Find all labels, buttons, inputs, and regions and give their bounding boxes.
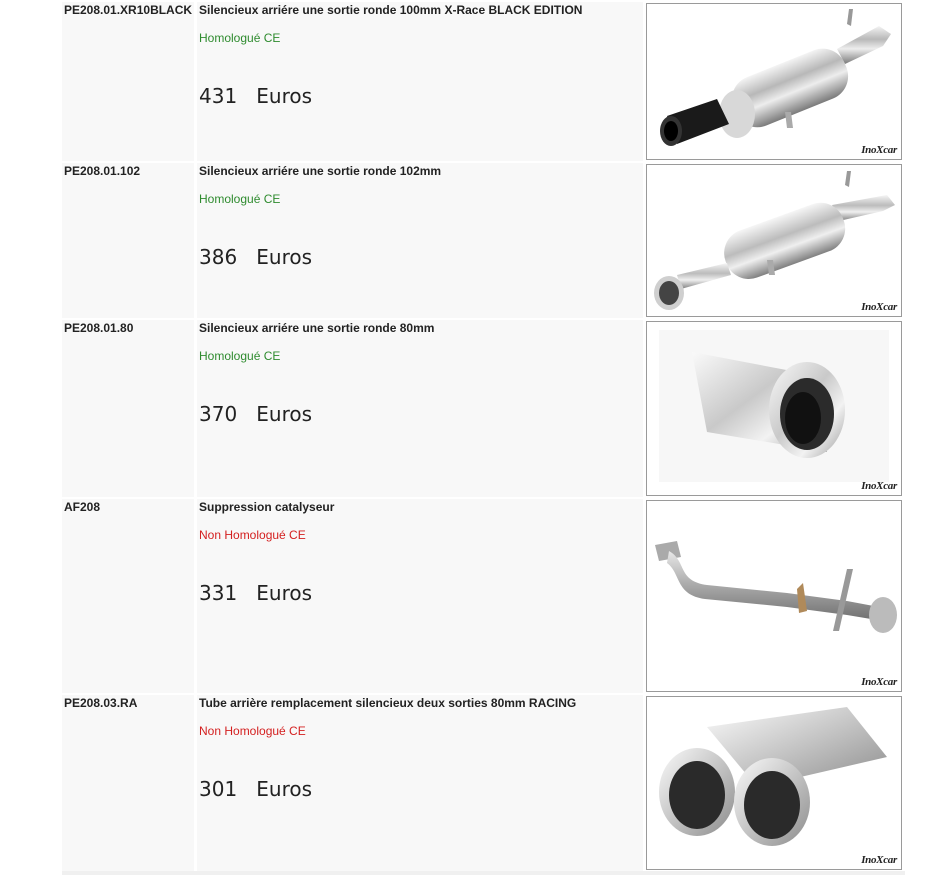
product-ref: PE208.01.102 [64, 164, 141, 178]
product-description: Silencieux arriére une sortie ronde 80mm [199, 321, 435, 335]
inoxcar-logo: InoXcar [861, 676, 897, 688]
table-bottom-border [62, 871, 905, 875]
dual-exhaust-tips-image [647, 697, 901, 869]
product-ref: PE208.01.XR10BLACK [64, 3, 193, 17]
image-cell [645, 695, 903, 871]
inoxcar-logo: InoXcar [861, 301, 897, 313]
product-image[interactable] [646, 3, 902, 160]
product-description: Tube arrière remplacement silencieux deux sorties 80mm RACING [199, 696, 577, 710]
image-cell [645, 499, 903, 693]
inoxcar-logo: InoXcar [861, 144, 897, 156]
homologation-status: Non Homologué CE [199, 528, 306, 542]
product-row [62, 695, 905, 871]
catalyst-delete-pipe-image [647, 501, 901, 691]
product-price: 370 Euros [199, 402, 313, 426]
homologation-status: Homologué CE [199, 192, 281, 206]
product-ref: PE208.01.80 [64, 321, 134, 335]
product-ref: AF208 [64, 500, 101, 514]
product-row [62, 499, 905, 693]
ref-cell [62, 163, 194, 318]
product-description: Silencieux arriére une sortie ronde 102mm [199, 164, 442, 178]
desc-cell [197, 499, 643, 693]
image-cell [645, 2, 903, 161]
product-image[interactable] [646, 696, 902, 870]
product-description: Silencieux arriére une sortie ronde 100mm X-Race BLACK EDITION [199, 3, 583, 17]
desc-cell [197, 695, 643, 871]
ref-cell [62, 499, 194, 693]
homologation-status: Non Homologué CE [199, 724, 306, 738]
product-image[interactable] [646, 500, 902, 692]
product-price: 301 Euros [199, 777, 313, 801]
product-ref: PE208.03.RA [64, 696, 138, 710]
homologation-status: Homologué CE [199, 31, 281, 45]
product-description: Suppression catalyseur [199, 500, 335, 514]
product-row [62, 163, 905, 318]
product-image[interactable] [646, 321, 902, 496]
desc-cell [197, 163, 643, 318]
inoxcar-logo: InoXcar [861, 480, 897, 492]
ref-cell [62, 2, 194, 161]
product-price: 386 Euros [199, 245, 313, 269]
product-row [62, 2, 905, 161]
exhaust-tip-80mm-image [647, 322, 901, 495]
product-price: 331 Euros [199, 581, 313, 605]
ref-cell [62, 695, 194, 871]
desc-cell [197, 2, 643, 161]
muffler-xrace-black-image [647, 4, 901, 159]
image-cell [645, 163, 903, 318]
muffler-102mm-image [647, 165, 901, 316]
inoxcar-logo: InoXcar [861, 854, 897, 866]
product-image[interactable] [646, 164, 902, 317]
product-price: 431 Euros [199, 84, 313, 108]
desc-cell [197, 320, 643, 497]
image-cell [645, 320, 903, 497]
homologation-status: Homologué CE [199, 349, 281, 363]
ref-cell [62, 320, 194, 497]
product-row [62, 320, 905, 497]
